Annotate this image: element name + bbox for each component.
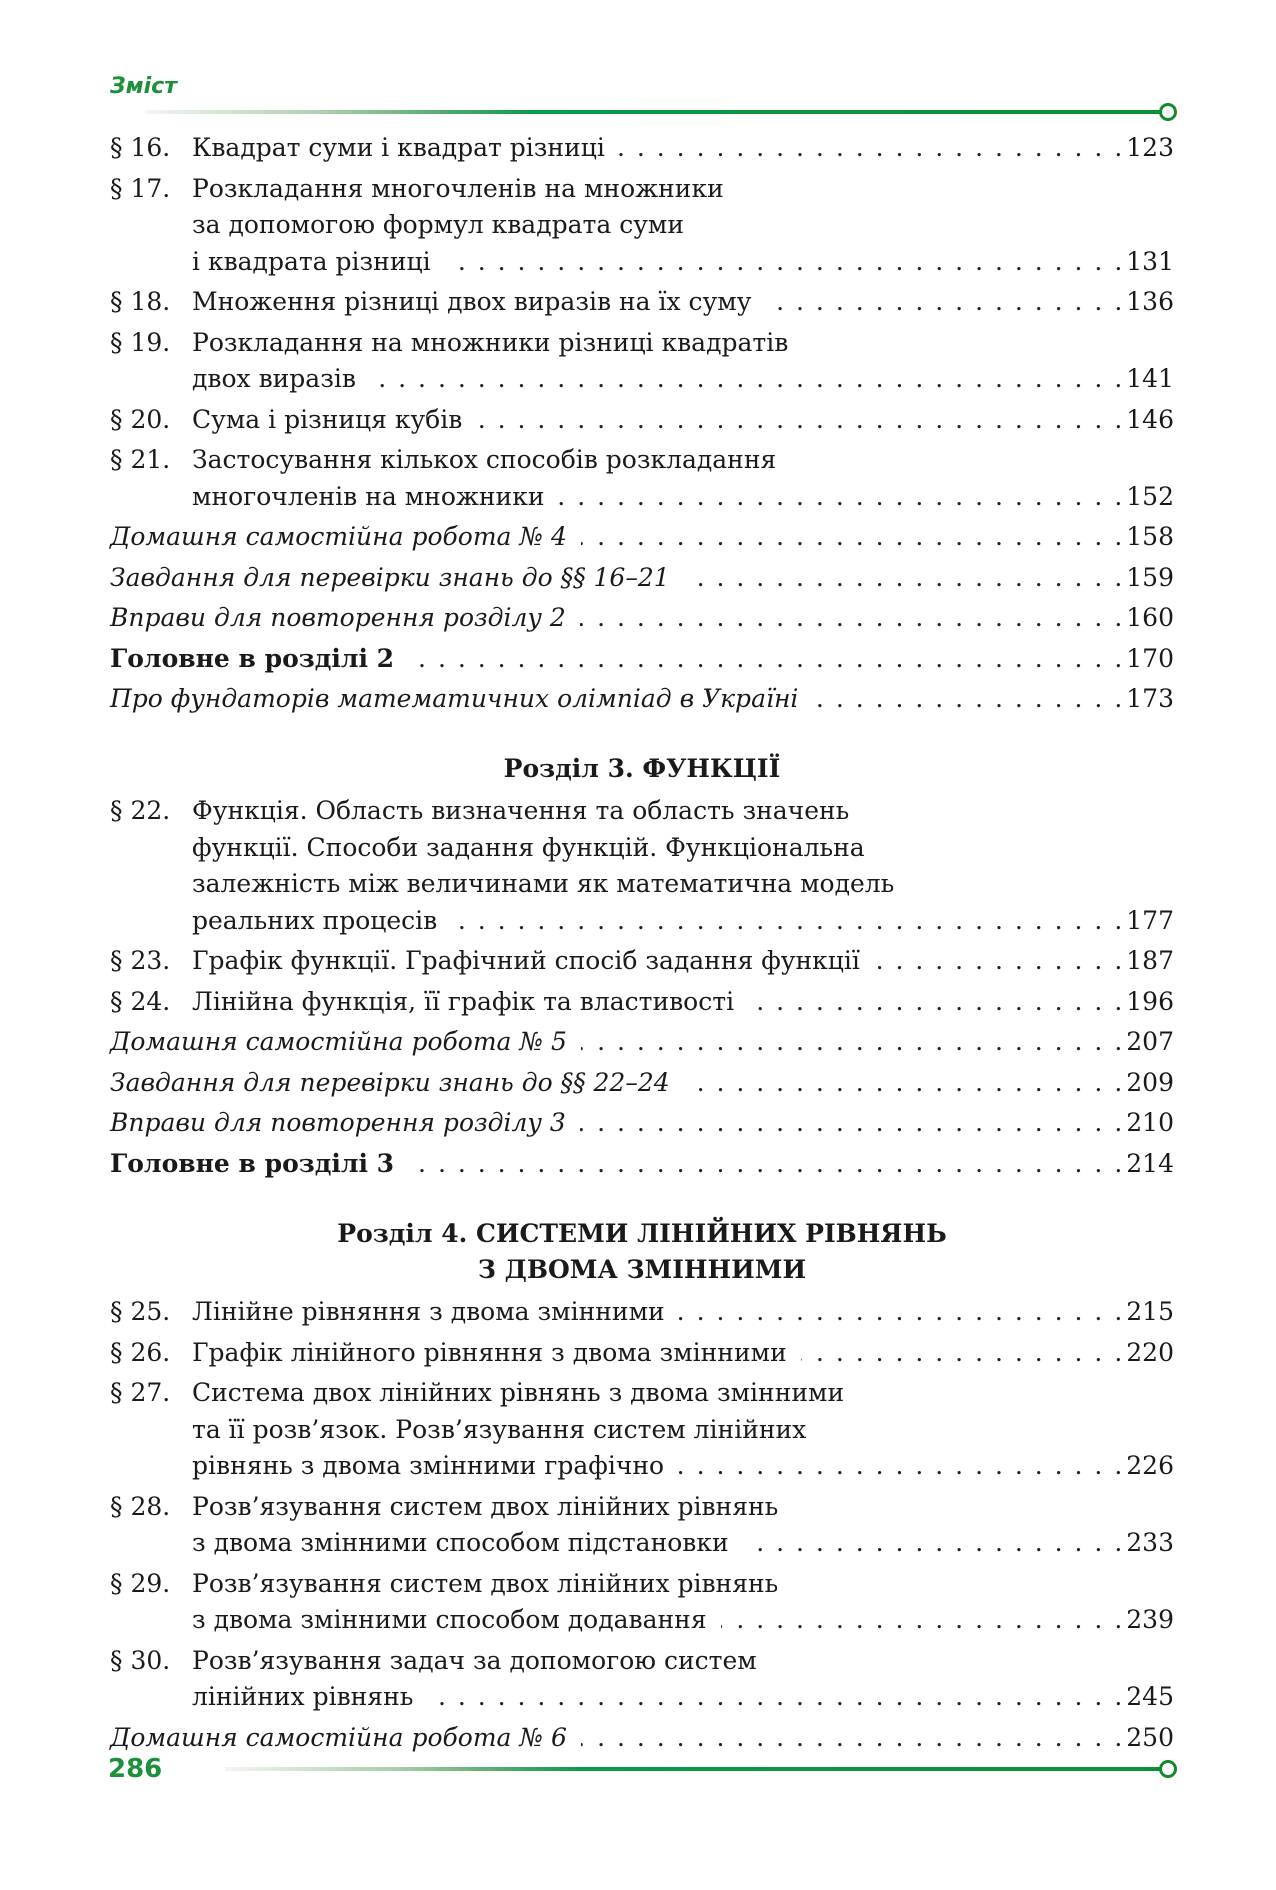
toc-page-number[interactable]: 220 xyxy=(1126,1337,1174,1367)
dot-leader xyxy=(743,1525,1123,1561)
toc-entry-title: за допомогою формул квадрата суми xyxy=(192,210,685,239)
dot-leader xyxy=(812,681,1122,717)
toc-entry-title: Розв’язування задач за допомогою систем xyxy=(192,1645,757,1675)
toc-entry-title: та її розв’язок. Розв’язування систем лінійних xyxy=(192,1414,807,1444)
section-number: § 18. xyxy=(110,287,171,316)
toc-entry-line xyxy=(110,1294,1174,1330)
page-number: 286 xyxy=(108,1754,163,1784)
toc-entry-line xyxy=(110,1105,1174,1141)
toc-entry-line xyxy=(110,1643,1174,1679)
toc-entry-body xyxy=(192,361,1174,397)
toc-entry-body xyxy=(192,1294,1174,1330)
section-heading: З ДВОМА ЗМІННИМИ xyxy=(477,1255,807,1284)
toc-entry-line xyxy=(110,1602,1174,1638)
toc-entry-line xyxy=(110,560,1174,596)
toc-entry-title: Домашня самостійна робота № 6 xyxy=(110,1722,567,1752)
toc-page-number[interactable]: 146 xyxy=(1126,404,1174,434)
toc-entry-title: Множення різниці двох виразів на їх суму xyxy=(192,287,752,316)
dot-leader xyxy=(619,130,1122,166)
toc-entry-body xyxy=(192,903,1174,939)
toc-entry-line xyxy=(110,325,1174,361)
section-number: § 28. xyxy=(110,1491,171,1521)
section-heading: Розділ 3. ФУНКЦІЇ xyxy=(503,754,781,783)
toc-page-number[interactable]: 245 xyxy=(1126,1682,1174,1711)
toc-entry-line xyxy=(110,1525,1174,1561)
toc-entry-body xyxy=(110,1720,1174,1756)
toc-entry-body xyxy=(192,793,1174,829)
toc-entry-line xyxy=(110,1146,1174,1182)
toc-entry-body xyxy=(192,1566,1174,1602)
toc-entry-title: Розкладання на множники різниці квадратів xyxy=(192,327,789,357)
dot-leader xyxy=(476,402,1122,438)
toc-entry-line xyxy=(110,1065,1174,1101)
dot-leader xyxy=(581,1720,1122,1756)
toc-entry-body xyxy=(110,1146,1174,1182)
toc-page-number[interactable]: 136 xyxy=(1126,287,1174,316)
toc-page-number[interactable]: 131 xyxy=(1126,246,1174,276)
toc-entry-line xyxy=(110,903,1174,939)
toc-entry-line xyxy=(110,284,1174,320)
dot-leader xyxy=(580,600,1123,636)
toc-page-number[interactable]: 250 xyxy=(1126,1722,1174,1752)
toc-entry-body xyxy=(110,641,1174,677)
toc-entry-title: Домашня самостійна робота № 5 xyxy=(110,1027,567,1056)
toc-page-number[interactable]: 187 xyxy=(1126,946,1174,975)
toc-entry-title: Головне в розділі 2 xyxy=(110,643,395,673)
toc-entry-line xyxy=(110,171,1174,207)
dot-leader xyxy=(408,1146,1122,1182)
toc-entry-title: Вправи для повторення розділу 3 xyxy=(110,1108,566,1137)
toc-entry-title: реальних процесів xyxy=(192,905,438,935)
section-number: § 24. xyxy=(110,986,171,1016)
toc-entry-title: Лінійне рівняння з двома змінними xyxy=(192,1297,665,1326)
toc-entry-title: Розкладання многочленів на множники xyxy=(192,173,724,203)
toc-entry-title: Лінійна функція, її графік та властивості xyxy=(192,986,735,1016)
toc-entry-title: Вправи для повторення розділу 2 xyxy=(110,603,566,632)
toc-entry-line xyxy=(110,984,1174,1020)
toc-entry-title: многочленів на множники xyxy=(192,481,545,511)
dot-leader xyxy=(874,943,1122,979)
toc-entry-line xyxy=(110,830,1174,866)
toc-entry-line xyxy=(110,866,1174,902)
toc-entry-line xyxy=(110,244,1174,280)
toc-entry-line xyxy=(110,600,1174,636)
dot-leader xyxy=(558,479,1122,515)
footer-rule-circle-icon xyxy=(1159,1760,1177,1778)
dot-leader xyxy=(765,284,1122,320)
toc-entry-title: лінійних рівнянь xyxy=(192,1682,414,1711)
dot-leader xyxy=(408,641,1122,677)
header-rule-bar xyxy=(145,110,1167,114)
section-number: § 25. xyxy=(110,1297,171,1326)
toc-entry-title: Головне в розділі 3 xyxy=(110,1148,395,1178)
section-number: § 17. xyxy=(110,173,171,203)
toc-page-number[interactable]: 210 xyxy=(1126,1108,1174,1137)
toc-entry-title: з двома змінними способом підстановки xyxy=(192,1528,729,1557)
toc-entry-title: Розв’язування систем двох лінійних рівнянь xyxy=(192,1568,779,1598)
toc-entry-line xyxy=(110,1679,1174,1715)
toc-entry-title: Завдання для перевірки знань до §§ 22–24 xyxy=(110,1067,670,1097)
toc-entry-title: Про фундаторів математичних олімпіад в Україні xyxy=(110,684,799,713)
toc-entry-body xyxy=(192,442,1174,478)
toc-page-number[interactable]: 141 xyxy=(1126,364,1174,393)
toc-entry-line xyxy=(110,361,1174,397)
toc-entry-line xyxy=(110,1375,1174,1411)
toc-entry-line xyxy=(110,207,1174,243)
section-number: § 21. xyxy=(110,445,171,474)
toc-entry-line xyxy=(110,130,1174,166)
dot-leader xyxy=(581,519,1122,555)
toc-page-number[interactable]: 170 xyxy=(1126,643,1174,673)
toc-entry-body xyxy=(110,560,1174,596)
dot-leader xyxy=(721,1602,1123,1638)
dot-leader xyxy=(370,361,1122,397)
toc-entry-title: Розв’язування систем двох лінійних рівнянь xyxy=(192,1491,779,1521)
dot-leader xyxy=(679,1294,1123,1330)
toc-entry-body xyxy=(192,1679,1174,1715)
toc-page-number[interactable]: 177 xyxy=(1126,905,1174,935)
toc-entry-body xyxy=(192,1448,1174,1484)
footer-rule xyxy=(225,1767,1177,1771)
toc-page-number[interactable]: 160 xyxy=(1126,603,1174,632)
toc-entry-line xyxy=(110,1024,1174,1060)
toc-page-number[interactable]: 239 xyxy=(1126,1605,1174,1634)
toc-entry-line xyxy=(110,943,1174,979)
toc-entry-line xyxy=(110,681,1174,717)
toc-page-number[interactable]: 158 xyxy=(1126,522,1174,551)
toc-entry-title: Функція. Область визначення та область значень xyxy=(192,796,850,825)
toc-entry-body xyxy=(110,519,1174,555)
toc-entry-body xyxy=(192,479,1174,515)
toc-entry-body xyxy=(192,1335,1174,1371)
toc-entry-title: рівнянь з двома змінними графічно xyxy=(192,1451,665,1480)
toc-entry-line xyxy=(110,1720,1174,1756)
toc-entry-body xyxy=(192,1489,1174,1525)
section-number: § 20. xyxy=(110,404,171,434)
toc-entry-line xyxy=(110,519,1174,555)
toc-entry-body xyxy=(110,681,1174,717)
toc-page-number[interactable]: 226 xyxy=(1126,1451,1174,1480)
dot-leader xyxy=(684,1065,1123,1101)
dot-leader xyxy=(451,903,1122,939)
toc-page-number[interactable]: 214 xyxy=(1126,1148,1174,1178)
section-number: § 27. xyxy=(110,1378,171,1407)
toc-entry-body xyxy=(192,325,1174,361)
toc-entry-line xyxy=(110,1448,1174,1484)
dot-leader xyxy=(445,244,1123,280)
section-number: § 23. xyxy=(110,946,171,975)
toc-entry-title: Домашня самостійна робота № 4 xyxy=(110,522,567,551)
toc-page-number[interactable]: 233 xyxy=(1126,1528,1174,1557)
section-number: § 30. xyxy=(110,1645,171,1675)
toc-entry-body xyxy=(110,1105,1174,1141)
toc-entry-title: функції. Способи задання функцій. Функціональна xyxy=(192,832,865,862)
toc-entry-title: з двома змінними способом додавання xyxy=(192,1605,707,1634)
toc-page-number[interactable]: 209 xyxy=(1126,1067,1174,1097)
toc-entry-body xyxy=(192,130,1174,166)
toc-entry-body xyxy=(110,600,1174,636)
toc-entry-body xyxy=(192,830,1174,866)
toc-entry-body xyxy=(192,207,1174,243)
footer-rule-bar xyxy=(225,1767,1167,1771)
dot-leader xyxy=(801,1335,1123,1371)
toc-entry-body xyxy=(192,1375,1174,1411)
toc-entry-line xyxy=(110,793,1174,829)
toc-entry-body xyxy=(192,1643,1174,1679)
toc-page-number[interactable]: 152 xyxy=(1126,481,1174,511)
running-header-title: Зміст xyxy=(110,74,177,99)
toc-entry-line xyxy=(110,1335,1174,1371)
toc-entry-line xyxy=(110,1412,1174,1448)
section-number: § 19. xyxy=(110,327,171,357)
toc-entry-body xyxy=(192,244,1174,280)
toc-entry-title: Графік лінійного рівняння з двома змінними xyxy=(192,1337,787,1367)
toc-entry-line xyxy=(110,1489,1174,1525)
toc-entry-title: двох виразів xyxy=(192,364,356,393)
toc-entry-body xyxy=(192,943,1174,979)
toc-page-number[interactable]: 159 xyxy=(1126,562,1174,592)
dot-leader xyxy=(581,1024,1122,1060)
toc-page-number[interactable]: 123 xyxy=(1126,133,1174,162)
toc-entry-title: Квадрат суми і квадрат різниці xyxy=(192,133,605,162)
dot-leader xyxy=(748,984,1122,1020)
dot-leader xyxy=(427,1679,1122,1715)
toc-entry-body xyxy=(192,171,1174,207)
toc-entry-title: залежність між величинами як математична модель xyxy=(192,869,895,898)
toc-entry-line xyxy=(110,442,1174,478)
section-number: § 29. xyxy=(110,1568,171,1598)
header-rule-circle-icon xyxy=(1159,103,1177,121)
toc-page-number[interactable]: 207 xyxy=(1126,1027,1174,1056)
toc-entry-body xyxy=(110,1065,1174,1101)
toc-page-number[interactable]: 215 xyxy=(1126,1297,1174,1326)
dot-leader xyxy=(678,1448,1122,1484)
toc-entry-line xyxy=(110,1566,1174,1602)
toc-entry-line xyxy=(110,402,1174,438)
toc-entry-title: Графік функції. Графічний спосіб задання функції xyxy=(192,946,860,975)
toc-entry-line xyxy=(110,641,1174,677)
toc-entry-body xyxy=(110,1024,1174,1060)
dot-leader xyxy=(580,1105,1123,1141)
toc-entry-title: Завдання для перевірки знань до §§ 16–21 xyxy=(110,562,670,592)
dot-leader xyxy=(684,560,1123,596)
section-number: § 16. xyxy=(110,133,171,162)
toc-entry-body xyxy=(192,984,1174,1020)
toc-entry-body xyxy=(192,1412,1174,1448)
toc-entry-body xyxy=(192,284,1174,320)
toc-entry-body xyxy=(192,402,1174,438)
section-number: § 26. xyxy=(110,1337,171,1367)
toc-entry-title: Система двох лінійних рівнянь з двома змінними xyxy=(192,1378,845,1407)
toc-entry-title: Застосування кількох способів розкладання xyxy=(192,445,777,474)
header-rule xyxy=(145,110,1177,114)
section-number: § 22. xyxy=(110,796,171,825)
toc-entry-body xyxy=(192,866,1174,902)
toc-entry-title: Сума і різниця кубів xyxy=(192,404,463,434)
toc-entry-body xyxy=(192,1525,1174,1561)
toc-entry-title: і квадрата різниці xyxy=(192,246,431,276)
section-heading: Розділ 4. СИСТЕМИ ЛІНІЙНИХ РІВНЯНЬ xyxy=(337,1218,947,1248)
toc-page-number[interactable]: 173 xyxy=(1126,684,1174,713)
toc-entry-line xyxy=(110,479,1174,515)
toc-page-number[interactable]: 196 xyxy=(1126,986,1174,1016)
toc-entry-body xyxy=(192,1602,1174,1638)
